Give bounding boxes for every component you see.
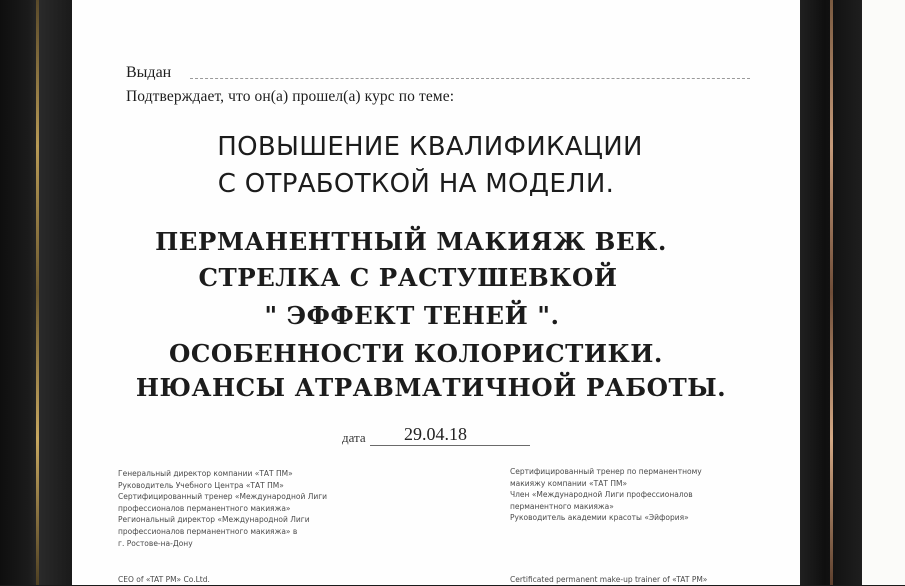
signatory-left-line: Региональный директор «Международной Лиги: [118, 515, 310, 525]
footer-right-english: Certificated permanent make-up trainer of «TAT PM»: [510, 575, 708, 584]
signatory-left-line: Генеральный директор компании «ТАТ ПМ»: [118, 469, 293, 478]
frame-right-gold-stripe: [830, 0, 833, 585]
heading-line-2: С ОТРАБОТКОЙ НА МОДЕЛИ.: [217, 169, 615, 199]
signatory-left-line: г. Ростове-на-Дону: [118, 538, 193, 548]
topic-line-4: ОСОБЕННОСТИ КОЛОРИСТИКИ.: [169, 339, 663, 368]
signatory-right: [510, 466, 780, 524]
confirm-text: Подтверждает, что он(а) прошел(а) курс по теме:: [126, 88, 455, 105]
signatory-left: [118, 468, 358, 549]
topic-line-1: ПЕРМАНЕНТНЫЙ МАКИЯЖ ВЕК.: [155, 227, 667, 256]
signatory-left-line: профессионалов перманентного макияжа» в: [118, 526, 298, 536]
signatory-right-line: Сертифицированный тренер по перманентному: [510, 467, 702, 476]
signatory-left-line: Сертифицированный тренер «Международной Лиги: [118, 492, 328, 502]
outer-paper-edge: [862, 0, 905, 585]
topic-line-2: СТРЕЛКА С РАСТУШЕВКОЙ: [198, 263, 618, 292]
topic-line-3: " ЭФФЕКТ ТЕНЕЙ ".: [264, 301, 560, 330]
certificate-sheet: [72, 0, 800, 585]
date-line: [370, 445, 530, 446]
issued-label: Выдан: [126, 64, 172, 81]
date-label: дата: [342, 430, 366, 445]
footer-left-english: CEO of «TAT PM» Co.Ltd.: [118, 575, 210, 584]
signatory-right-line: Член «Международной Лиги профессионалов: [510, 490, 693, 500]
signatory-right-line: перманентного макияжа»: [510, 501, 614, 511]
issued-name-line: [190, 78, 750, 79]
topic-line-5: НЮАНСЫ АТРАВМАТИЧНОЙ РАБОТЫ.: [135, 373, 727, 402]
signatory-left-line: профессионалов перманентного макияжа»: [118, 503, 291, 513]
frame-right: [800, 0, 862, 585]
signatory-right-line: Руководитель академии красоты «Эйфория»: [510, 513, 689, 523]
heading-line-1: ПОВЫШЕНИЕ КВАЛИФИКАЦИИ: [217, 132, 643, 162]
signatory-left-line: Руководитель Учебного Центра «ТАТ ПМ»: [118, 480, 284, 490]
frame-left-gold-stripe: [36, 0, 39, 585]
date-value: 29.04.18: [404, 424, 467, 444]
signatory-right-line: макияжу компании «ТАТ ПМ»: [510, 478, 628, 488]
